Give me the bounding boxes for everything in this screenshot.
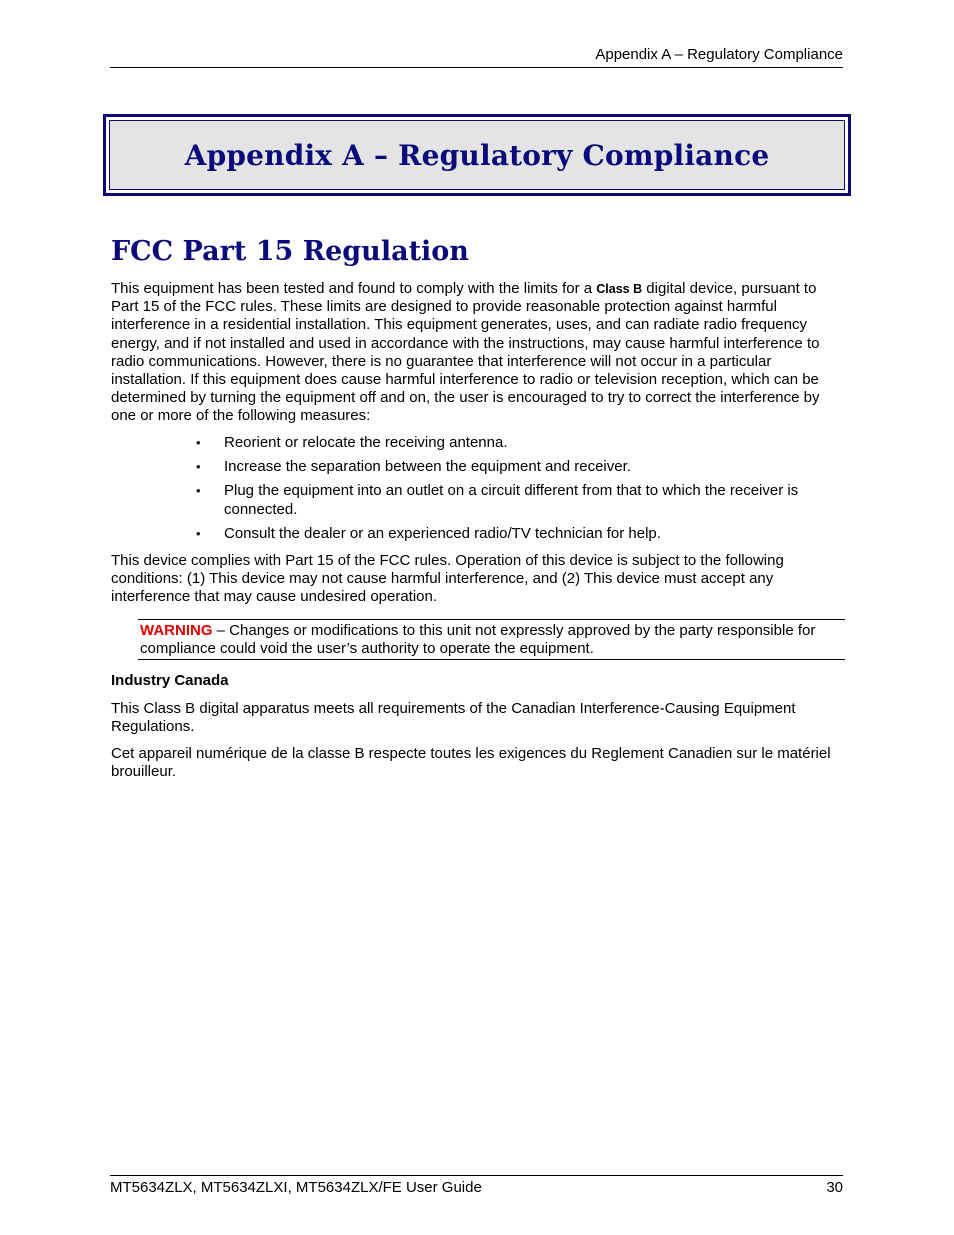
intro-text-rest: digital device, pursuant to Part 15 of the FCC rules. These limits are designed to provide reasonable protection against harmful interference in a residential installation. This equipment generates, uses, and can radiate radio frequency energy, and if not installed and used in accordance with the instructions, may cause harmful interference to radio communications. However, there is no guarantee that interference will not occur in a particular installation. If this equipment does cause harmful interference to radio or television reception, which can be determined by turning the equipment off and on, the user is encouraged to try to correct the interference by one or more of the following measures:: [111, 280, 820, 425]
bullet-icon: •: [196, 435, 201, 450]
bullet-icon: •: [196, 459, 201, 475]
measures-list: [196, 434, 836, 549]
list-item-text: Reorient or relocate the receiving antenna.: [224, 434, 508, 451]
page-footer: [110, 1175, 843, 1197]
intro-text-start: This equipment has been tested and found to comply with the limits for a: [111, 280, 597, 297]
warning-text: – Changes or modifications to this unit not expressly approved by the party responsible for compliance could void the user’s authority to operate the equipment.: [140, 622, 816, 658]
list-item: [196, 458, 836, 476]
bullet-icon: •: [196, 483, 201, 499]
industry-canada-heading: Industry Canada: [111, 672, 229, 689]
footer-guide-title: MT5634ZLX, MT5634ZLXI, MT5634ZLX/FE User Guide: [110, 1179, 482, 1196]
industry-canada-english: This Class B digital apparatus meets all requirements of the Canadian Interference-Causing Equipment Regulations.: [111, 700, 796, 736]
bullet-icon: •: [196, 525, 201, 541]
intro-paragraph: [111, 280, 847, 426]
compliance-paragraph: This device complies with Part 15 of the FCC rules. Operation of this device is subject to the following conditions: (1) This device may not cause harmful interference, and (2) This device must accept any interference that may cause undesired operation.: [111, 552, 784, 606]
class-b-label: Class B: [596, 282, 643, 296]
running-header: [110, 46, 843, 68]
industry-canada-french: Cet appareil numérique de la classe B respecte toutes les exigences du Reglement Canadien sur le matériel brouilleur.: [111, 745, 831, 781]
appendix-title-box: [103, 114, 851, 196]
list-item: [196, 525, 836, 543]
section-heading: FCC Part 15 Regulation: [111, 236, 469, 267]
warning-box: [138, 619, 845, 660]
list-item-text: Consult the dealer or an experienced radio/TV technician for help.: [224, 524, 661, 542]
warning-label: WARNING: [140, 622, 213, 639]
list-item-text: Plug the equipment into an outlet on a circuit different from that to which the receiver is connected.: [224, 482, 799, 518]
appendix-title: Appendix A – Regulatory Compliance: [184, 138, 770, 172]
appendix-title-inner: [109, 120, 845, 190]
list-item-text: Increase the separation between the equipment and receiver.: [224, 458, 631, 476]
running-header-title: Appendix A – Regulatory Compliance: [595, 46, 843, 63]
footer-page-number: 30: [826, 1179, 843, 1196]
list-item: [196, 434, 836, 452]
list-item: [196, 482, 836, 518]
